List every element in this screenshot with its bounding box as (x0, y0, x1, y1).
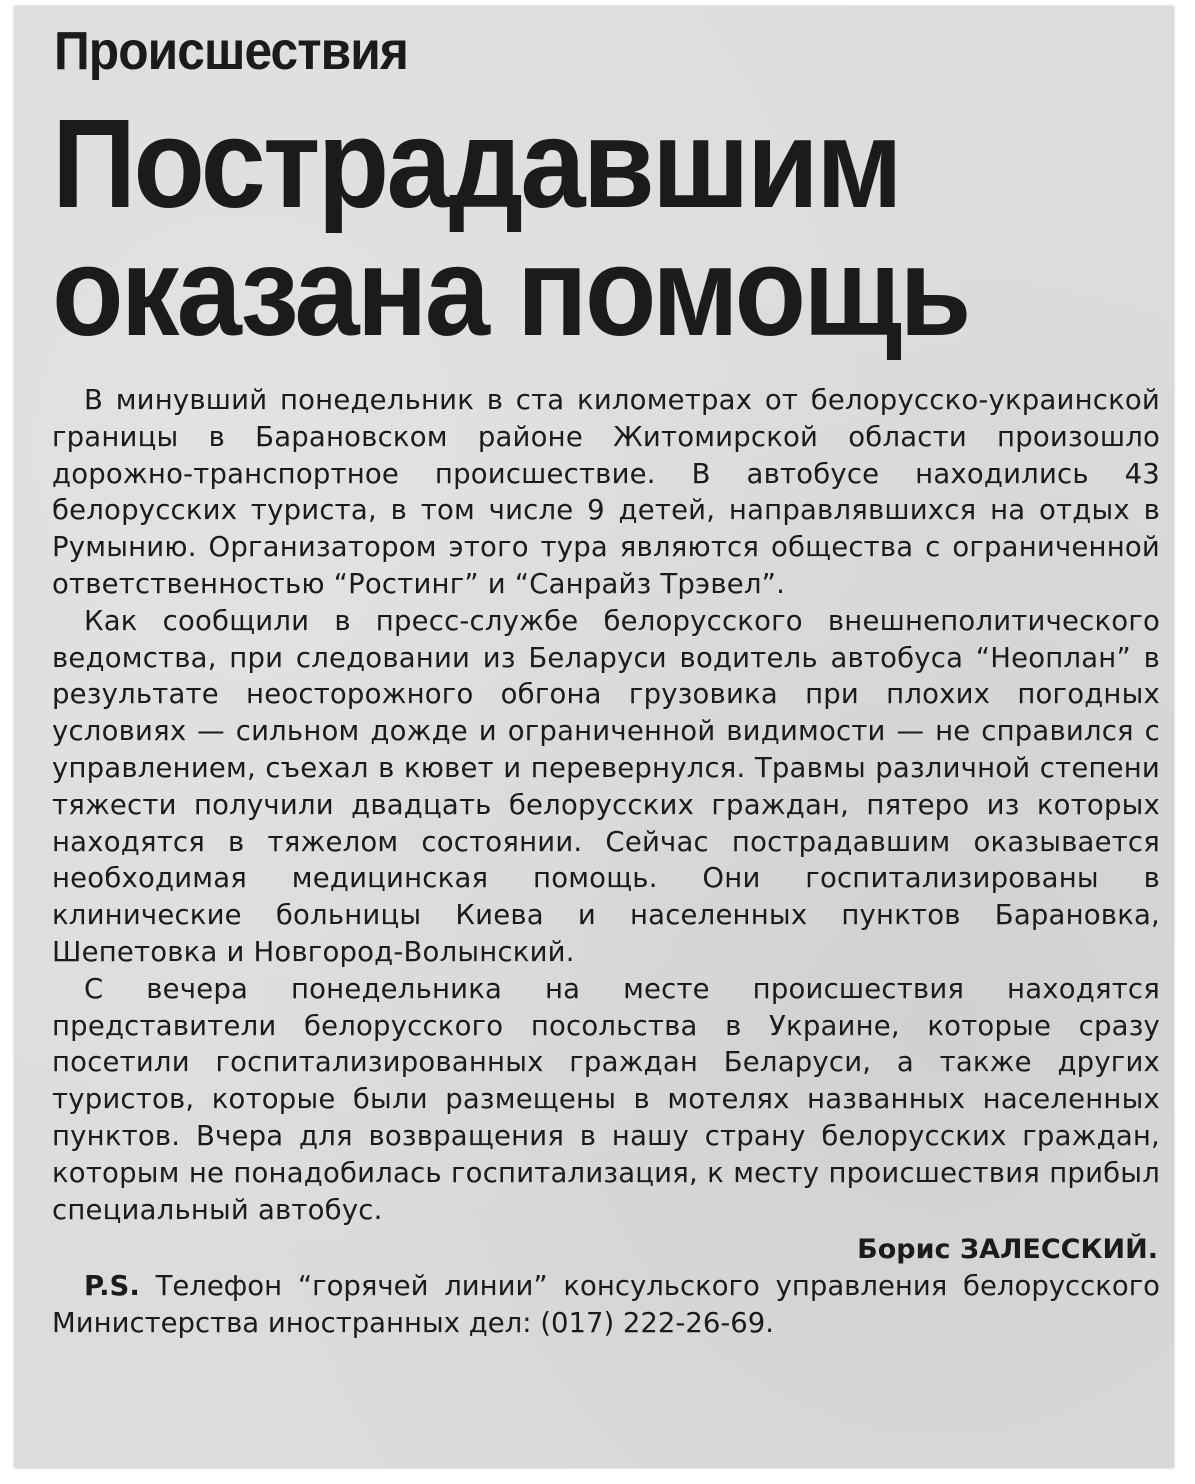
author-byline: Борис ЗАЛЕССКИЙ. (857, 1234, 1158, 1266)
article (52, 20, 1160, 1342)
section-rubric: Происшествия (54, 21, 408, 81)
newspaper-clipping (14, 6, 1174, 1468)
postscript-label: P.S. (84, 1270, 140, 1303)
article-headline (52, 93, 1082, 362)
paragraph-2: Как сообщили в пресс-службе белорусского внешнеполитического ведомства, при следовании из Беларуси водитель автобуса “Неоплан” в результате неосторожного обгона грузовика при плохих погодных условиях — сильном дожде и ограниченной видимости — не справился с управлением, съехал в кювет и перевернулся. Травмы различной степени тяжести получили двадцать белорусских граждан, пятеро из которых находятся в тяжелом состоянии. Сейчас пострадавшим оказывается необходимая медицинская помощь. Они госпитализированы в клинические больницы Киева и населенных пунктов Барановка, Шепетовка и Новгород-Волынский. (52, 604, 1160, 968)
paragraph-1: В минувший понедельник в ста километрах от белорусско-украинской границы в Барановском районе Житомирской области произошло дорожно-транспортное происшествие. В автобусе находились 43 белорусских туриста, в том числе 9 детей, направлявшихся на отдых в Румынию. Организатором этого тура являются общества с ограниченной ответственностью “Ростинг” и “Санрайз Трэвел”. (52, 384, 1160, 600)
headline-line-2: оказана помощь (52, 221, 969, 362)
postscript-text: Телефон “горячей линии” консульского управления белорусского Министерства иностранных дел: (017) 222-26-69. (52, 1270, 1160, 1340)
headline-line-1: Пострадавшим (52, 93, 901, 234)
paragraph-3: С вечера понедельника на месте происшествия находятся представители белорусского посольства в Украине, которые сразу посетили госпитализированных граждан Беларуси, а также других туристов, которые были размещены в мотелях названных населенных пунктов. Вчера для возвращения в нашу страну белорусских граждан, которым не понадобилась госпитализация, к месту происшествия прибыл специальный автобус. (52, 972, 1160, 1226)
article-body (52, 382, 1160, 1228)
postscript (52, 1268, 1160, 1342)
